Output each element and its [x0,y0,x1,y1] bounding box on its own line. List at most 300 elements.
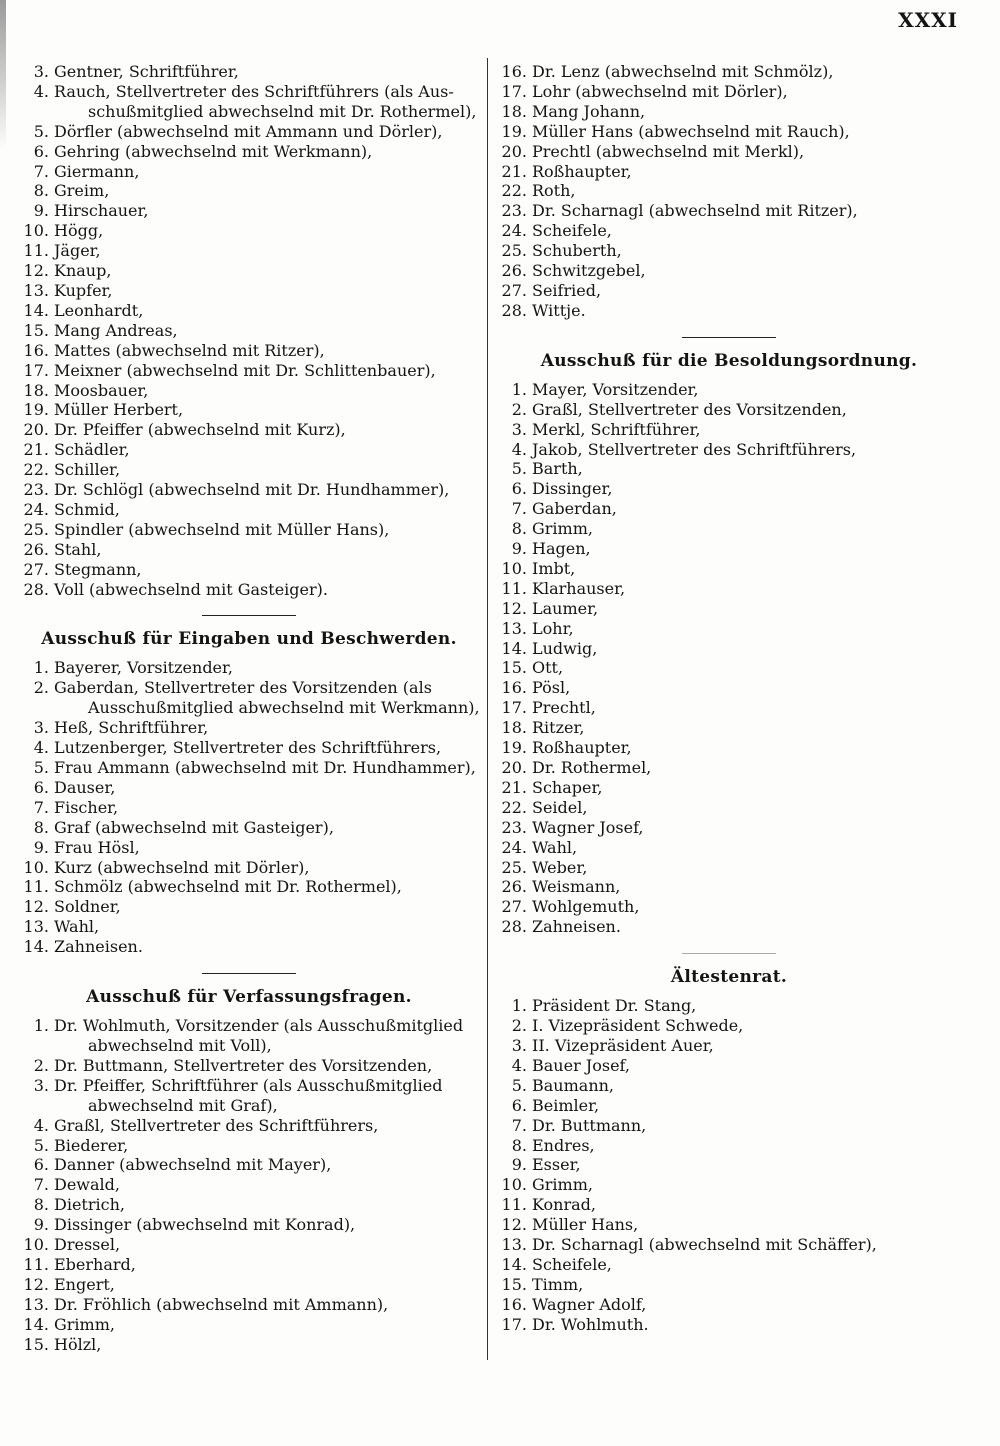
item-number: 4. [33,738,49,758]
list-item [496,499,962,519]
section-separator [202,973,296,974]
item-text: Dr. Scharnagl (abwechselnd mit Ritzer), [532,201,858,221]
list-item [18,897,480,917]
item-number: 25. [501,241,527,261]
item-number: 11. [23,241,49,261]
list-item [496,1175,962,1195]
item-text: Danner (abwechselnd mit Mayer), [54,1155,332,1175]
list-item [18,1335,480,1355]
item-number: 2. [511,1016,527,1036]
list-item [18,1056,480,1076]
item-number: 3. [33,1075,49,1095]
item-number: 9. [511,1155,527,1175]
item-number: 8. [33,1195,49,1215]
item-text: Laumer, [532,598,599,618]
list-item [496,420,962,440]
list-item [18,718,480,738]
list-item [18,241,480,261]
item-text: Hagen, [532,539,591,559]
list-item [18,341,480,361]
item-number: 21. [23,440,49,460]
item-text: Moosbauer, [54,380,149,400]
item-text: Wagner Adolf, [532,1294,647,1314]
item-text: Roth, [532,181,576,201]
item-text: Mattes (abwechselnd mit Ritzer), [54,340,325,360]
item-number: 14. [23,300,49,320]
item-text: Dr. Pfeiffer, Schriftführer (als Ausschußmitglied [54,1075,443,1095]
list-item [18,201,480,221]
item-number: 8. [511,1135,527,1155]
item-number: 12. [23,1274,49,1294]
item-number: 6. [511,1095,527,1115]
item-text: Roßhaupter, [532,161,632,181]
item-text: Merkl, Schriftführer, [532,419,701,439]
list-item [496,440,962,460]
list-item [18,580,480,600]
item-text: Müller Hans (abwechselnd mit Rauch), [532,121,850,141]
item-text: Wahl, [532,837,578,857]
item-text-continuation: Ausschußmitglied abwechselnd mit Werkmann), [88,698,480,718]
list-item [18,301,480,321]
item-number: 5. [33,121,49,141]
list-item [18,162,480,182]
list-item [18,937,480,957]
item-text: Dr. Buttmann, Stellvertreter des Vorsitzenden, [54,1055,433,1075]
item-text: Dissinger (abwechselnd mit Konrad), [54,1215,356,1235]
list-item [496,380,962,400]
item-number: 15. [501,1274,527,1294]
list-item [18,1235,480,1255]
item-text: Schädler, [54,440,130,460]
list-item [18,321,480,341]
item-text: Esser, [532,1155,581,1175]
item-text: Kurz (abwechselnd mit Dörler), [54,857,310,877]
list-item [18,361,480,381]
item-text: Dissinger, [532,479,613,499]
item-number: 10. [501,558,527,578]
list-item [496,122,962,142]
list-item [18,62,480,82]
item-number: 19. [23,400,49,420]
item-number: 27. [501,280,527,300]
item-text: Fischer, [54,797,119,817]
list-item [496,877,962,897]
list-item [18,261,480,281]
list-item [18,917,480,937]
item-text: Jakob, Stellvertreter des Schriftführers, [532,439,857,459]
item-number: 19. [501,738,527,758]
item-number: 7. [33,1175,49,1195]
item-text: Roßhaupter, [532,738,632,758]
list-item [18,520,480,540]
left-column [18,62,480,1354]
item-text: Müller Herbert, [54,400,184,420]
item-text: II. Vizepräsident Auer, [532,1035,714,1055]
list-item [18,500,480,520]
item-number: 26. [501,877,527,897]
list-item [18,678,480,718]
item-number: 3. [511,1035,527,1055]
item-number: 5. [33,1135,49,1155]
item-number: 17. [501,1314,527,1334]
item-text: Lutzenberger, Stellvertreter des Schriftführers, [54,738,442,758]
column-divider [487,58,488,1360]
besoldung-member-list [496,380,962,937]
list-item [496,400,962,420]
item-text: Graßl, Stellvertreter des Schriftführers, [54,1115,379,1135]
item-text: Dörfler (abwechselnd mit Ammann und Dörler), [54,121,443,141]
item-text: Barth, [532,459,583,479]
item-text: Soldner, [54,897,121,917]
heading-eingaben: Ausschuß für Eingaben und Beschwerden. [41,629,457,650]
list-item [18,838,480,858]
item-text: Biederer, [54,1135,129,1155]
list-item [496,1096,962,1116]
item-number: 8. [33,181,49,201]
continued-member-list-left [18,62,480,599]
item-text: Dr. Wohlmuth. [532,1314,649,1334]
item-number: 20. [501,758,527,777]
item-number: 7. [511,1115,527,1135]
item-number: 16. [501,678,527,698]
list-item [18,1275,480,1295]
item-text: I. Vizepräsident Schwede, [532,1016,744,1036]
item-text: Endres, [532,1135,595,1155]
item-number: 10. [501,1175,527,1195]
list-item [496,758,962,778]
item-number: 9. [33,1215,49,1235]
list-item [496,619,962,639]
list-item [496,142,962,162]
heading-besoldung: Ausschuß für die Besoldungsordnung. [540,350,918,371]
item-text: Zahneisen. [532,917,621,937]
list-item [18,818,480,838]
list-item [496,1295,962,1315]
list-item [496,1076,962,1096]
list-item [496,1155,962,1175]
item-number: 14. [23,1314,49,1334]
item-text: Timm, [532,1274,584,1294]
list-item [18,1076,480,1116]
item-text: Ritzer, [532,718,585,738]
item-text: Greim, [54,181,110,201]
list-item [18,181,480,201]
item-text-continuation: abwechselnd mit Voll), [88,1035,272,1055]
item-number: 3. [511,419,527,439]
list-item [496,1116,962,1136]
item-text: Schaper, [532,777,603,797]
list-item [496,201,962,221]
list-item [496,1136,962,1156]
item-text: Ott, [532,658,564,678]
item-number: 28. [501,300,527,320]
list-item [18,1155,480,1175]
item-number: 10. [23,221,49,241]
list-item [496,698,962,718]
list-item [496,579,962,599]
item-number: 18. [501,718,527,738]
item-number: 13. [501,1235,527,1255]
item-text-continuation: abwechselnd mit Graf), [88,1095,278,1115]
item-number: 22. [501,797,527,817]
item-number: 10. [23,1235,49,1255]
list-item [496,858,962,878]
item-number: 11. [23,877,49,897]
list-item [496,658,962,678]
item-number: 23. [23,480,49,500]
list-item [18,440,480,460]
list-item [496,1315,962,1335]
item-text: Scheifele, [532,1254,612,1274]
item-text: Ludwig, [532,638,598,658]
item-number: 7. [511,499,527,519]
list-item [496,917,962,937]
item-text: Hirschauer, [54,201,149,221]
item-number: 9. [511,539,527,559]
item-number: 2. [33,1055,49,1075]
list-item [496,281,962,301]
list-item [18,480,480,500]
list-item [18,221,480,241]
list-item [18,1016,480,1056]
item-number: 16. [501,62,527,81]
item-text: Grimm, [532,1175,593,1195]
list-item [18,400,480,420]
list-item [18,281,480,301]
item-number: 17. [23,360,49,380]
item-number: 22. [501,181,527,201]
list-item [18,1195,480,1215]
item-number: 8. [511,519,527,539]
section-separator [682,337,776,338]
list-item [18,381,480,401]
list-item [496,678,962,698]
item-text: Heß, Schriftführer, [54,718,209,738]
item-number: 5. [511,1075,527,1095]
item-number: 18. [23,380,49,400]
list-item [18,658,480,678]
list-item [496,261,962,281]
list-item [18,1255,480,1275]
item-text: Lohr (abwechselnd mit Dörler), [532,81,788,101]
item-number: 5. [33,758,49,777]
item-number: 1. [33,658,49,678]
item-number: 14. [501,638,527,658]
item-text-continuation: schußmitglied abwechselnd mit Dr. Rothermel), [88,101,477,121]
item-number: 9. [33,201,49,221]
item-number: 13. [23,280,49,300]
item-number: 15. [23,1334,49,1354]
list-item [496,1255,962,1275]
list-item [18,1136,480,1156]
item-text: Hölzl, [54,1334,102,1354]
aeltestenrat-member-list [496,996,962,1334]
page-edge-shadow [0,0,6,150]
item-text: Schwitzgebel, [532,261,646,281]
item-number: 24. [23,499,49,519]
item-number: 20. [501,141,527,161]
eingaben-member-list [18,658,480,957]
item-text: Dr. Scharnagl (abwechselnd mit Schäffer), [532,1235,877,1255]
item-text: Prechtl, [532,698,596,718]
item-number: 8. [33,817,49,837]
item-text: Dr. Pfeiffer (abwechselnd mit Kurz), [54,420,346,440]
item-number: 21. [501,161,527,181]
item-number: 4. [33,1115,49,1135]
item-text: Jäger, [54,241,101,261]
list-item [18,1116,480,1136]
item-number: 6. [33,141,49,161]
list-item [18,460,480,480]
item-number: 1. [511,996,527,1016]
item-number: 25. [501,857,527,877]
item-text: Baumann, [532,1075,615,1095]
list-item [496,459,962,479]
list-item [18,778,480,798]
item-text: Mayer, Vorsitzender, [532,379,699,399]
list-item [18,877,480,897]
item-text: Dr. Wohlmuth, Vorsitzender (als Ausschußmitglied [54,1016,464,1036]
item-number: 25. [23,519,49,539]
item-text: Grimm, [532,519,593,539]
item-number: 6. [33,1155,49,1175]
item-text: Gaberdan, Stellvertreter des Vorsitzenden (als [54,678,432,698]
item-text: Mang Johann, [532,101,646,121]
item-number: 19. [501,121,527,141]
heading-verfassung: Ausschuß für Verfassungsfragen. [86,987,412,1008]
list-item [496,181,962,201]
item-text: Bayerer, Vorsitzender, [54,658,233,678]
item-number: 2. [33,678,49,698]
list-item [496,818,962,838]
item-number: 26. [23,539,49,559]
list-item [496,539,962,559]
heading-aeltestenrat: Ältestenrat. [670,967,788,988]
item-number: 28. [501,917,527,937]
section-separator [202,615,296,616]
item-text: Dietrich, [54,1195,125,1215]
item-text: Rauch, Stellvertreter des Schriftführers (als Aus- [54,81,454,101]
item-text: Weismann, [532,877,621,897]
item-text: Müller Hans, [532,1215,639,1235]
item-number: 7. [33,161,49,181]
item-number: 7. [33,797,49,817]
list-item [496,479,962,499]
item-number: 14. [23,937,49,957]
list-item [496,1016,962,1036]
item-number: 24. [501,221,527,241]
item-text: Graßl, Stellvertreter des Vorsitzenden, [532,399,847,419]
item-number: 20. [23,420,49,440]
list-item [496,1195,962,1215]
item-number: 12. [501,598,527,618]
item-number: 21. [501,777,527,797]
item-text: Frau Hösl, [54,837,140,857]
list-item [496,62,962,82]
section-separator [682,953,776,954]
item-text: Seidel, [532,797,588,817]
item-text: Mang Andreas, [54,320,178,340]
item-text: Schuberth, [532,241,622,261]
item-number: 17. [501,81,527,101]
list-item [496,301,962,321]
item-text: Wagner Josef, [532,817,644,837]
item-text: Kupfer, [54,280,113,300]
list-item [496,1036,962,1056]
item-number: 9. [33,837,49,857]
list-item [18,82,480,122]
item-text: Präsident Dr. Stang, [532,996,697,1016]
item-number: 11. [23,1254,49,1274]
list-item [18,1295,480,1315]
list-item [18,758,480,778]
item-text: Engert, [54,1274,115,1294]
list-item [496,838,962,858]
item-text: Dr. Buttmann, [532,1115,647,1135]
item-number: 27. [501,897,527,917]
item-text: Grimm, [54,1314,115,1334]
item-number: 15. [23,320,49,340]
item-number: 12. [23,897,49,917]
item-text: Dr. Lenz (abwechselnd mit Schmölz), [532,62,834,81]
item-text: Seifried, [532,280,602,300]
continued-member-list-right [496,62,962,321]
item-number: 4. [33,81,49,101]
item-text: Scheifele, [532,221,612,241]
item-text: Dr. Schlögl (abwechselnd mit Dr. Hundhammer), [54,480,450,500]
item-number: 23. [501,201,527,221]
item-number: 16. [23,340,49,360]
list-item [18,540,480,560]
item-number: 12. [23,261,49,281]
item-text: Dr. Fröhlich (abwechselnd mit Ammann), [54,1294,389,1314]
list-item [18,420,480,440]
item-number: 12. [501,1215,527,1235]
item-text: Bauer Josef, [532,1055,630,1075]
item-number: 27. [23,559,49,579]
list-item [496,559,962,579]
item-text: Eberhard, [54,1254,136,1274]
item-text: Wohlgemuth, [532,897,640,917]
list-item [496,1215,962,1235]
list-item [496,519,962,539]
list-item [496,738,962,758]
list-item [18,560,480,580]
item-number: 23. [501,817,527,837]
item-number: 4. [511,439,527,459]
list-item [496,221,962,241]
item-text: Schmölz (abwechselnd mit Dr. Rothermel), [54,877,402,897]
item-text: Frau Ammann (abwechselnd mit Dr. Hundhammer), [54,758,476,777]
item-number: 13. [501,618,527,638]
list-item [496,778,962,798]
item-number: 13. [23,1294,49,1314]
verfassung-member-list [18,1016,480,1354]
list-item [496,639,962,659]
item-number: 6. [33,777,49,797]
item-number: 3. [33,62,49,81]
item-number: 18. [501,101,527,121]
item-text: Giermann, [54,161,140,181]
item-number: 28. [23,579,49,599]
item-number: 5. [511,459,527,479]
item-text: Graf (abwechselnd mit Gasteiger), [54,817,334,837]
item-text: Imbt, [532,558,576,578]
item-number: 15. [501,658,527,678]
list-item [496,1056,962,1076]
list-item [18,1215,480,1235]
item-text: Gehring (abwechselnd mit Werkmann), [54,141,373,161]
